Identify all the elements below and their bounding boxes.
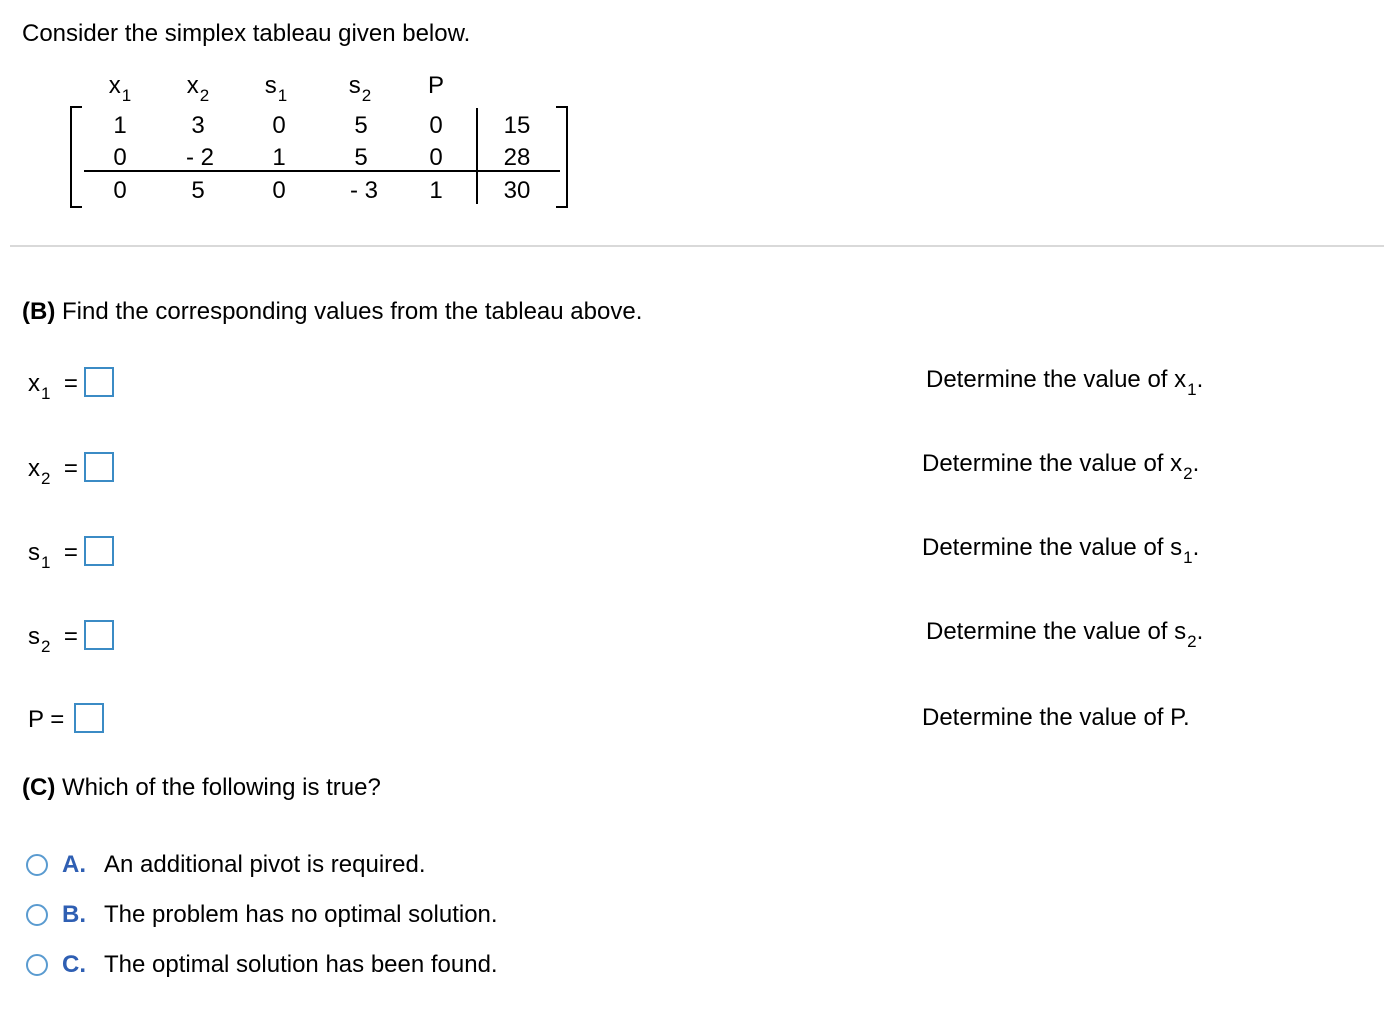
tableau-header-x1: $x_1$: [108, 72, 132, 105]
tableau-cell: 1: [272, 144, 286, 171]
tableau-cell: 28: [503, 144, 531, 171]
s1-label: $s_1$ =: [28, 539, 78, 572]
tableau-cell: 1: [113, 112, 127, 139]
s2-label: $s_2$ =: [28, 623, 78, 656]
tableau-rhs-separator: [476, 108, 478, 204]
option-b-text: The problem has no optimal solution.: [104, 901, 498, 928]
option-b[interactable]: [26, 901, 498, 929]
p-hint: Determine the value of P.: [922, 704, 1190, 731]
tableau-header-x2: $x_2$: [186, 72, 210, 105]
s2-hint: Determine the value of $s_2$.: [926, 618, 1204, 651]
option-c[interactable]: [26, 951, 498, 979]
p-label: P =: [28, 706, 65, 733]
tableau-cell: - 3: [349, 177, 378, 204]
option-c-text: The optimal solution has been found.: [104, 951, 498, 978]
tableau-left-bracket: [70, 106, 82, 208]
tableau-cell: 0: [272, 177, 286, 204]
s1-hint: Determine the value of $s_1$.: [922, 534, 1200, 567]
x1-label: $x_1$ =: [28, 370, 78, 403]
part-c-heading: (C) Which of the following is true?: [22, 774, 381, 801]
tableau-cell: 5: [354, 144, 368, 171]
tableau-header-p: P: [427, 72, 444, 99]
tableau-cell: 0: [113, 144, 127, 171]
option-a-text: An additional pivot is required.: [104, 851, 426, 878]
tableau-cell: 3: [191, 112, 205, 139]
option-c-letter: C.: [62, 951, 86, 978]
tableau-cell: 15: [503, 112, 531, 139]
tableau-cell: 0: [272, 112, 286, 139]
x2-label: $x_2$ =: [28, 455, 78, 488]
radio-c[interactable]: [26, 954, 48, 976]
x1-hint: Determine the value of $x_1$.: [926, 366, 1204, 399]
p-input[interactable]: [74, 703, 104, 733]
s1-input[interactable]: [84, 536, 114, 566]
x2-hint: Determine the value of $x_2$.: [922, 450, 1200, 483]
option-a[interactable]: [26, 851, 426, 879]
section-divider: [10, 245, 1384, 247]
radio-b[interactable]: [26, 904, 48, 926]
tableau-right-bracket: [556, 106, 568, 208]
tableau-header-s2: $s_2$: [348, 72, 372, 105]
tableau-cell: 5: [191, 177, 205, 204]
tableau-cell: 5: [354, 112, 368, 139]
tableau-cell: 0: [429, 144, 443, 171]
tableau-cell: 1: [429, 177, 443, 204]
s2-input[interactable]: [84, 620, 114, 650]
tableau-cell: - 2: [185, 144, 214, 171]
tableau-cell: 30: [503, 177, 531, 204]
radio-a[interactable]: [26, 854, 48, 876]
option-a-letter: A.: [62, 851, 86, 878]
x1-input[interactable]: [84, 367, 114, 397]
option-b-letter: B.: [62, 901, 86, 928]
tableau-header-s1: $s_1$: [264, 72, 288, 105]
x2-input[interactable]: [84, 452, 114, 482]
tableau-cell: 0: [113, 177, 127, 204]
part-b-heading: (B) Find the corresponding values from the tableau above.: [22, 298, 643, 325]
tableau-cell: 0: [429, 112, 443, 139]
intro-text: Consider the simplex tableau given below.: [22, 20, 471, 47]
